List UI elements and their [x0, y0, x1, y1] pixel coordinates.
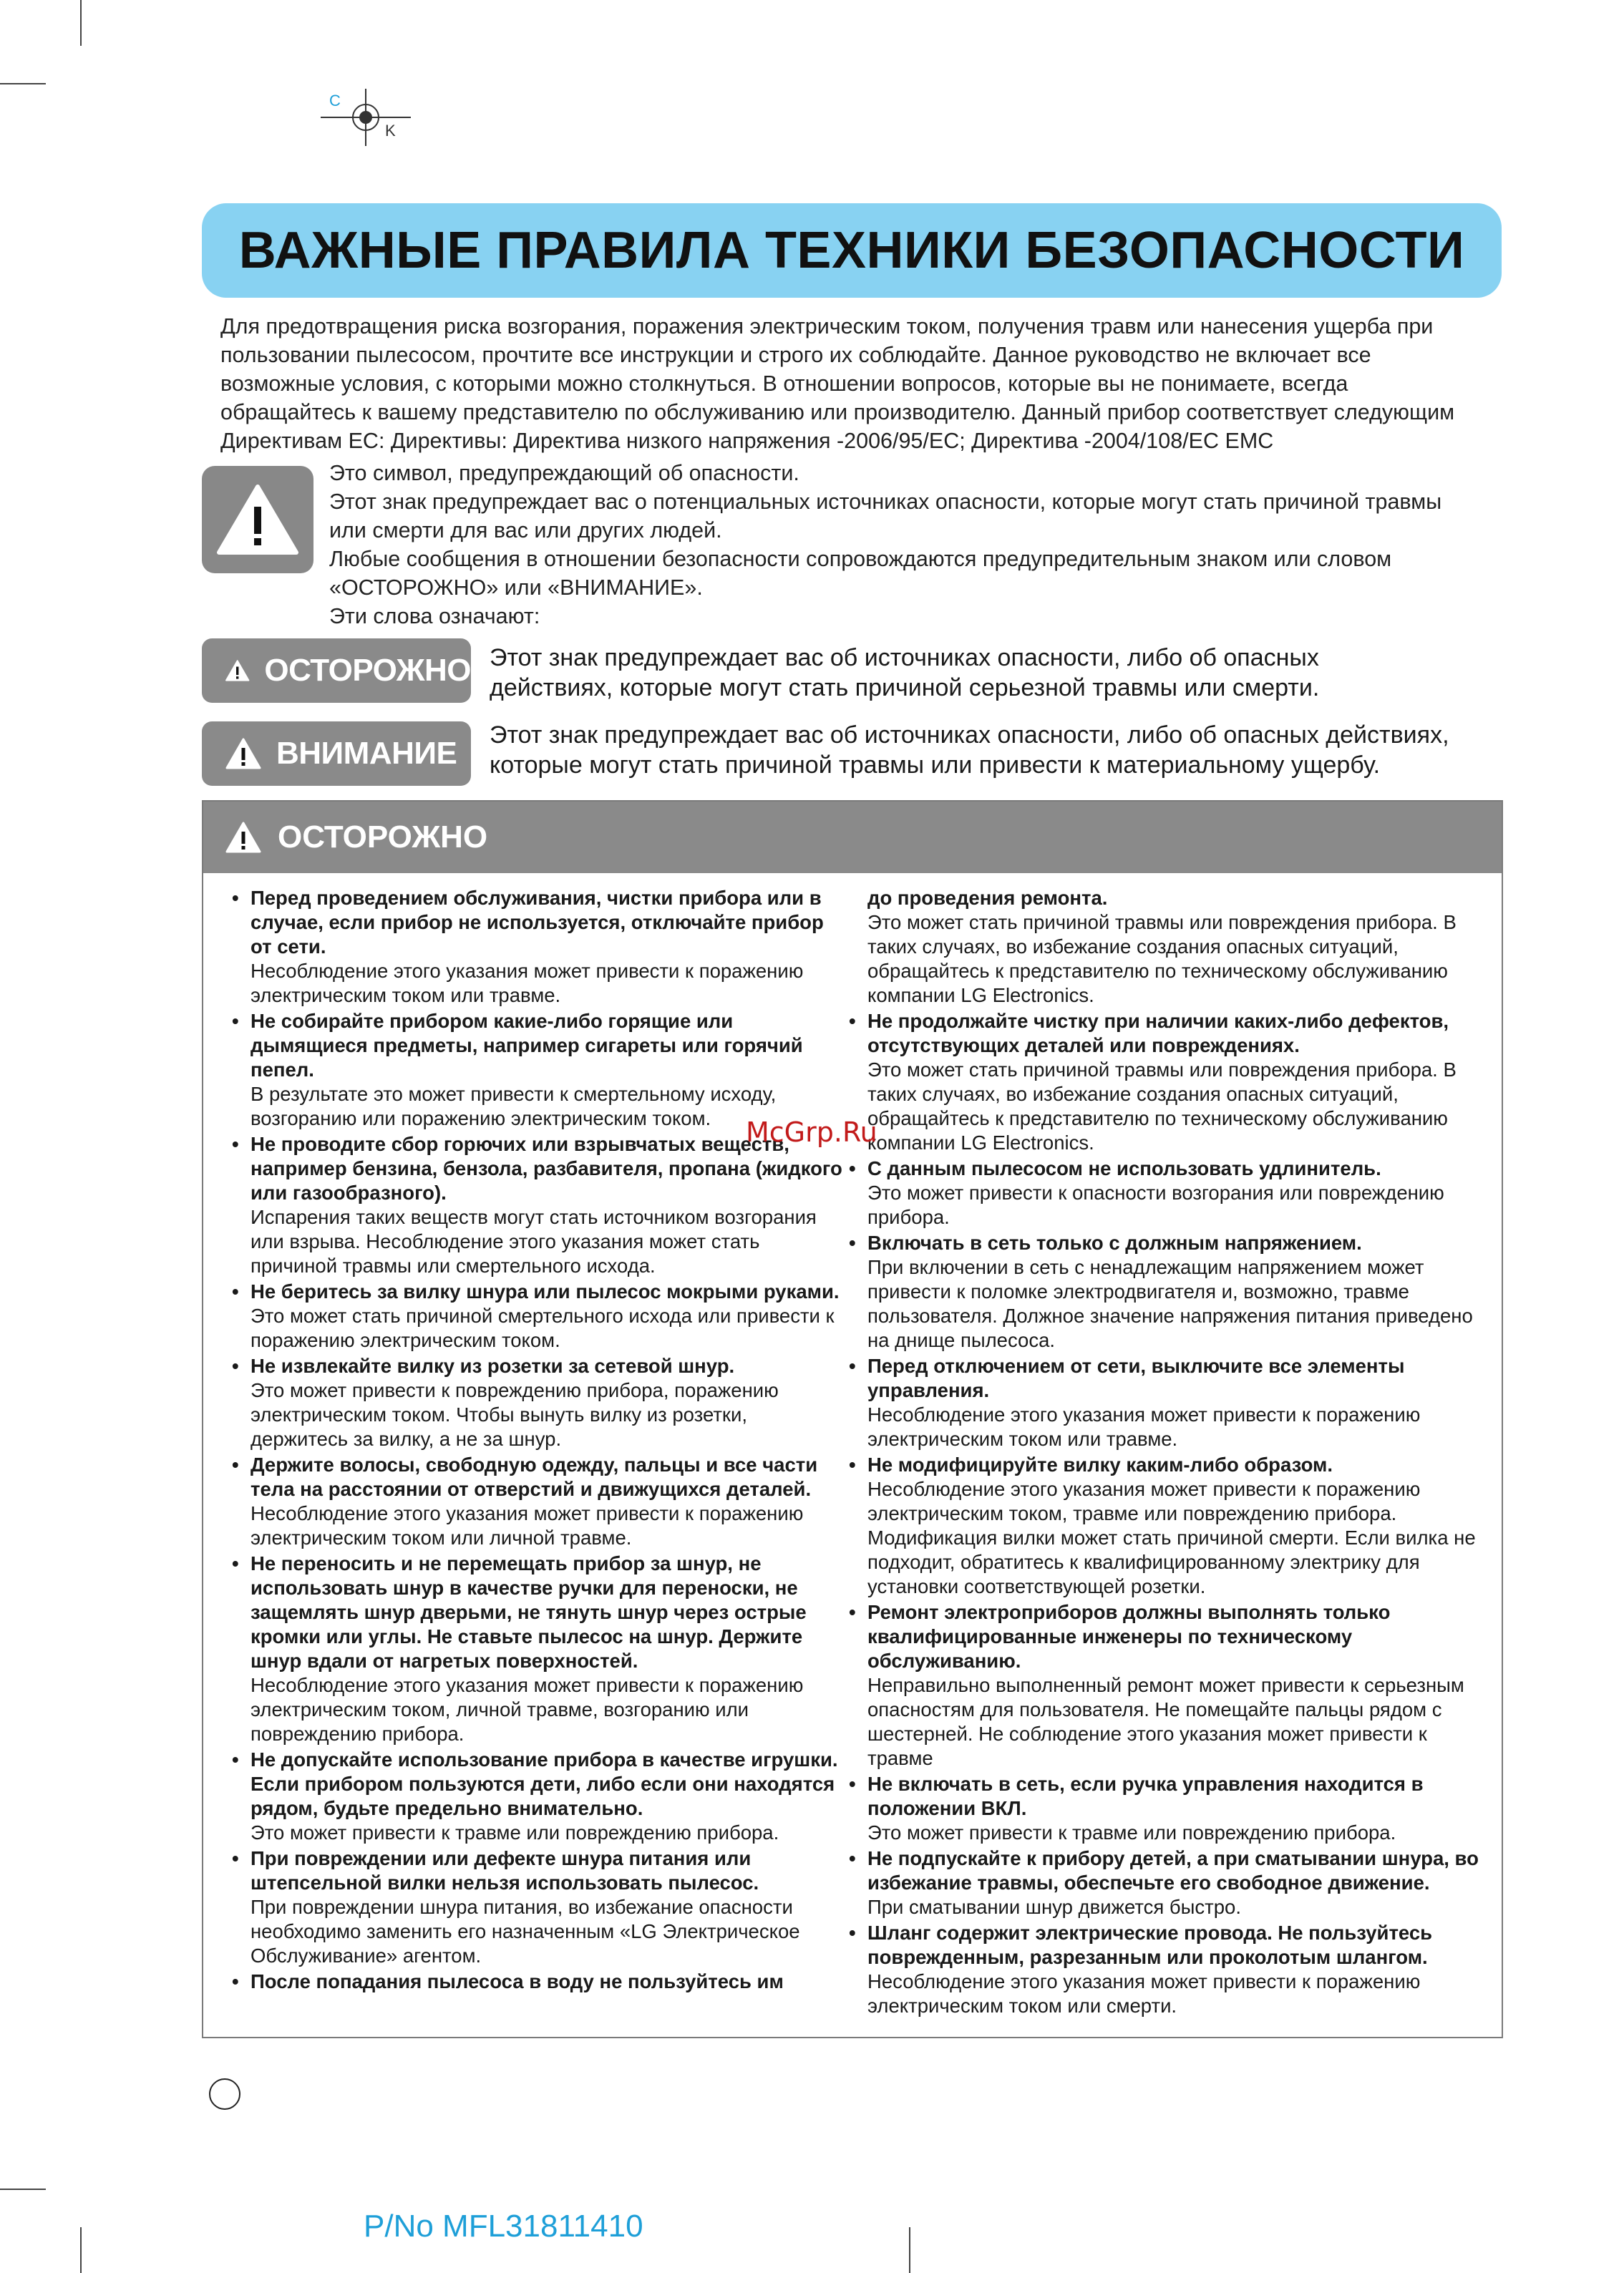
warning-triangle-icon: [215, 482, 300, 557]
item-body: Это может стать причиной смертельного исхода или привести к поражению электрическим током.: [251, 1305, 835, 1351]
item-body: Это может стать причиной травмы или повреждения прибора. В таких случаях, во избежание создания опасных ситуаций, обращайтесь к представителю по техническому обслуживанию компании LG Electronics.: [867, 1058, 1457, 1154]
list-item-continued: [847, 886, 1484, 1008]
page-number-marker: [209, 2078, 240, 2110]
item-body: В результате это может привести к смертельному исходу, возгоранию или поражению электрическим током.: [251, 1083, 777, 1129]
registration-letter-k: K: [385, 122, 396, 140]
symbol-line: Этот знак предупреждает вас о потенциальных источниках опасности, которые могут стать причиной травмы: [329, 490, 1442, 514]
symbol-line: Эти слова означают:: [329, 604, 540, 628]
list-item: [230, 1748, 846, 1845]
warning-badge: [202, 638, 471, 703]
intro-line: пользовании пылесосом, прочтите все инструкции и строго их соблюдайте. Данное руководство не включает все: [220, 343, 1371, 367]
warning-desc-line: Этот знак предупреждает вас об источниках опасности, либо об опасных: [490, 644, 1319, 671]
warning-desc-line: действиях, которые могут стать причиной серьезной травмы или смерти.: [490, 674, 1320, 701]
symbol-line: Любые сообщения в отношении безопасности сопровождаются предупредительным знаком или словом: [329, 547, 1392, 571]
item-body: Это может привести к травме или повреждению прибора.: [867, 1821, 1396, 1844]
caution-label: ВНИМАНИЕ: [276, 736, 457, 771]
item-heading: • Ремонт электроприборов должны выполнять только квалифицированные инженеры по техническому обслуживанию.: [847, 1600, 1484, 1673]
item-body: Это может стать причиной травмы или повреждения прибора. В таких случаях, во избежание создания опасных ситуаций, обращайтесь к представителю по техническому обслуживанию компании LG Electronics.: [867, 911, 1457, 1006]
item-body: Несоблюдение этого указания может привести к поражению электрическим током, травме или повреждению прибора. Модификация вилки может стать причиной смерти. Если вилка не подходит, обратитесь к квалифицированному электрику для установки соответствующей розетки.: [867, 1478, 1476, 1597]
list-item: [230, 1132, 846, 1278]
list-item: [230, 1354, 846, 1451]
item-heading: • Не подпускайте к прибору детей, а при сматывании шнура, во избежание травмы, обеспечьте его свободное движение.: [847, 1846, 1484, 1895]
symbol-explanation: [329, 459, 1517, 631]
item-body: При повреждении шнура питания, во избежание опасности необходимо заменить его назначенным «LG Электрическое Обслуживание» агентом.: [251, 1896, 800, 1967]
item-heading: • Не включать в сеть, если ручка управления находится в положении ВКЛ.: [847, 1772, 1484, 1821]
item-body: Неправильно выполненный ремонт может привести к серьезным опасностям для пользователя. Не помещайте пальцы рядом с шестерней. Не соблюдение этого указания может привести к травме: [867, 1674, 1464, 1769]
list-item: [230, 1970, 846, 1994]
item-heading: • При повреждении или дефекте шнура питания или штепсельной вилки нельзя использовать пылесос.: [230, 1846, 846, 1895]
item-body: Несоблюдение этого указания может привести к поражению электрическим током или травме.: [867, 1403, 1421, 1450]
item-heading: • Не беритесь за вилку шнура или пылесос мокрыми руками.: [230, 1280, 846, 1304]
caution-desc-line: которые могут стать причиной травмы или привести к материальному ущербу.: [490, 751, 1381, 779]
list-item: [847, 1846, 1484, 1919]
item-heading: • Перед проведением обслуживания, чистки прибора или в случае, если прибор не используется, отключайте прибор от сети.: [230, 886, 846, 959]
list-item: [847, 1231, 1484, 1353]
crop-mark: [0, 2189, 46, 2190]
part-number: P/No MFL31811410: [364, 2209, 643, 2244]
intro-line: Директивам ЕС: Директивы: Директива низкого напряжения -2006/95/ЕС; Директива -2004/108/ЕС EMC: [220, 429, 1274, 453]
watermark: McGrp.Ru: [746, 1116, 877, 1148]
item-heading: • Не переносить и не перемещать прибор за шнур, не использовать шнур в качестве ручки для переноски, не защемлять шнур дверьми, не тянуть шнур через острые кромки или углы. Не ставьте пылесос на шнур. Держите шнур вдали от нагретых поверхностей.: [230, 1552, 846, 1673]
caution-desc-line: Этот знак предупреждает вас об источниках опасности, либо об опасных действиях,: [490, 721, 1449, 749]
title-bar: [202, 203, 1502, 298]
item-heading: • С данным пылесосом не использовать удлинитель.: [847, 1157, 1484, 1181]
symbol-line: Это символ, предупреждающий об опасности.: [329, 461, 799, 485]
list-item: [230, 1009, 846, 1131]
item-body: Это может привести к повреждению прибора, поражению электрическим током. Чтобы вынуть вилку из розетки, держитесь за вилку, а не за шнур.: [251, 1379, 779, 1450]
warning-triangle-icon: [225, 737, 262, 770]
item-heading: до проведения ремонта.: [867, 887, 1108, 909]
intro-line: обращайтесь к вашему представителю по обслуживанию или производителю. Данный прибор соответствует следующим: [220, 400, 1455, 424]
caution-badge: [202, 721, 471, 786]
item-heading: • Не модифицируйте вилку каким-либо образом.: [847, 1453, 1484, 1477]
list-item: [847, 1157, 1484, 1230]
crop-mark: [909, 2227, 910, 2273]
item-heading: • Не допускайте использование прибора в качестве игрушки. Если прибором пользуются дети, либо если они находятся рядом, будьте предельно внимательно.: [230, 1748, 846, 1821]
list-item: [847, 1921, 1484, 2018]
list-item: [847, 1772, 1484, 1845]
symbol-line: или смерти для вас или других людей.: [329, 518, 722, 542]
item-heading: • Не проводите сбор горючих или взрывчатых веществ, например бензина, бензола, разбавителя, пропана (жидкого или газообразного).: [230, 1132, 846, 1205]
caution-description: [490, 720, 1520, 780]
page-title: ВАЖНЫЕ ПРАВИЛА ТЕХНИКИ БЕЗОПАСНОСТИ: [238, 222, 1465, 279]
item-heading: • После попадания пылесоса в воду не пользуйтесь им: [230, 1970, 846, 1994]
warning-triangle-icon: [225, 654, 250, 687]
warning-description: [490, 643, 1520, 703]
warning-triangle-icon: [225, 821, 262, 854]
item-body: При включении в сеть с ненадлежащим напряжением может привести к поломке электродвигателя и, возможно, травме пользователя. Должное значение напряжения питания приведено на днище пылесоса.: [867, 1256, 1473, 1351]
item-heading: • Не собирайте прибором какие-либо горящие или дымящиеся предметы, например сигареты или горячий пепел.: [230, 1009, 846, 1082]
item-heading: • Не продолжайте чистку при наличии каких-либо дефектов, отсутствующих деталей или повреждениях.: [847, 1009, 1484, 1058]
item-body: Это может привести к травме или повреждению прибора.: [251, 1821, 779, 1844]
intro-line: возможные условия, с которыми можно столкнуться. В отношении вопросов, которые вы не понимаете, всегда: [220, 371, 1348, 396]
symbol-line: «ОСТОРОЖНО» или «ВНИМАНИЕ».: [329, 575, 703, 600]
item-body: Это может привести к опасности возгорания или повреждению прибора.: [867, 1182, 1444, 1228]
list-item: [230, 1552, 846, 1746]
list-item: [230, 886, 846, 1008]
list-item: [847, 1009, 1484, 1155]
list-item: [847, 1453, 1484, 1599]
item-body: Несоблюдение этого указания может привести к поражению электрическим током или личной травме.: [251, 1502, 804, 1549]
item-body: Несоблюдение этого указания может привести к поражению электрическим током или смерти.: [867, 1970, 1421, 2017]
warning-section-header: [203, 802, 1502, 873]
warning-label: ОСТОРОЖНО: [264, 653, 471, 688]
item-heading: • Держите волосы, свободную одежду, пальцы и все части тела на расстоянии от отверстий и движущихся деталей.: [230, 1453, 846, 1501]
intro-paragraph: [220, 312, 1509, 455]
item-body: При сматывании шнур движется быстро.: [867, 1896, 1241, 1918]
item-body: Несоблюдение этого указания может привести к поражению электрическим током, личной травме, возгоранию или повреждению прибора.: [251, 1674, 804, 1745]
registration-letter-c: C: [329, 92, 341, 109]
item-body: Испарения таких веществ могут стать источником возгорания или взрыва. Несоблюдение этого указания может стать причиной травмы или смертельного исхода.: [251, 1206, 817, 1277]
crop-mark: [80, 0, 82, 46]
list-item: [230, 1453, 846, 1550]
item-heading: • Включать в сеть только с должным напряжением.: [847, 1231, 1484, 1255]
warning-section-title: ОСТОРОЖНО: [278, 819, 488, 855]
warning-section: [202, 800, 1503, 2038]
safety-alert-symbol: [202, 466, 313, 573]
item-heading: • Не извлекайте вилку из розетки за сетевой шнур.: [230, 1354, 846, 1378]
list-item: [847, 1600, 1484, 1771]
list-item: [847, 1354, 1484, 1451]
warning-column-left: [230, 886, 846, 1995]
list-item: [230, 1846, 846, 1968]
item-heading: • Перед отключением от сети, выключите все элементы управления.: [847, 1354, 1484, 1403]
crop-mark: [80, 2227, 82, 2273]
list-item: [230, 1280, 846, 1353]
crop-mark: [0, 83, 46, 84]
warning-column-right: [847, 886, 1484, 2020]
intro-line: Для предотвращения риска возгорания, поражения электрическим током, получения травм или нанесения ущерба при: [220, 314, 1434, 339]
item-heading: • Шланг содержит электрические провода. Не пользуйтесь поврежденным, разрезанным или проколотым шлангом.: [847, 1921, 1484, 1970]
item-body: Несоблюдение этого указания может привести к поражению электрическим током или травме.: [251, 960, 804, 1006]
